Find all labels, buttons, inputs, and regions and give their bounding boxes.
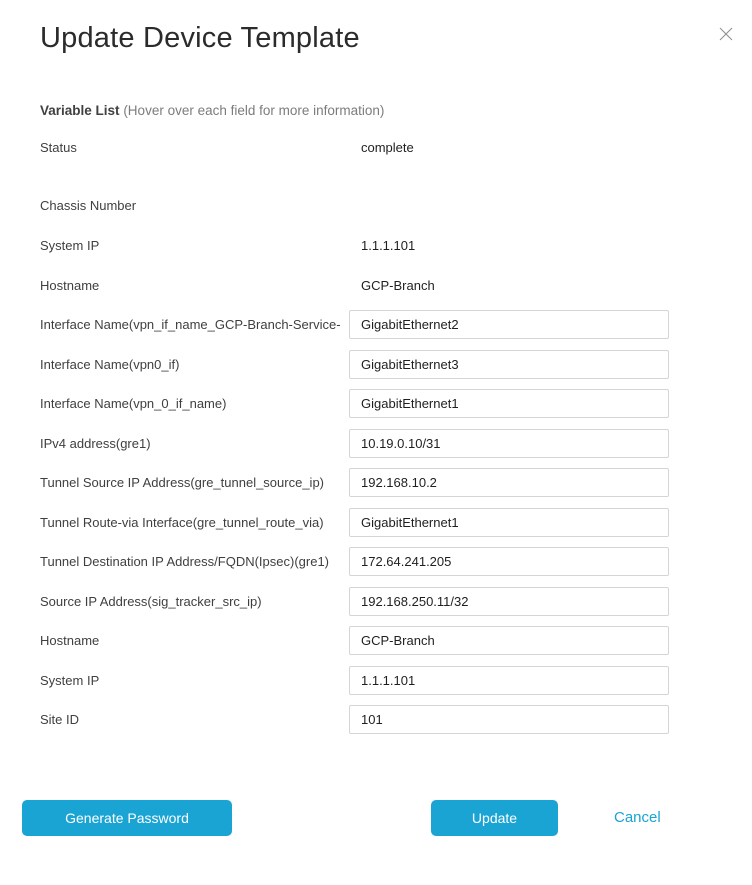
field-row [0,621,752,661]
field-input[interactable] [349,508,669,537]
field-label: IPv4 address(gre1) [40,435,151,451]
field-value-cell [349,310,669,339]
field-value-cell [349,547,669,576]
field-label: Hostname [40,277,100,293]
field-row [0,700,752,740]
field-input[interactable] [349,626,669,655]
field-value-cell [349,666,669,695]
section-note: (Hover over each field for more information) [123,103,385,118]
field-label: Source IP Address(sig_tracker_src_ip) [40,593,262,609]
field-value-cell [349,705,669,734]
field-row [0,305,752,345]
field-value-cell [349,350,669,379]
field-row [0,345,752,385]
field-input[interactable] [349,350,669,379]
section-heading: Variable List [40,103,120,118]
field-value-cell [349,278,669,293]
field-label: System IP [40,237,100,253]
field-input[interactable] [349,389,669,418]
field-row [0,185,752,225]
field-value-cell [349,508,669,537]
field-label: Interface Name(vpn_0_if_name) [40,396,227,412]
field-row [0,424,752,464]
page-title: Update Device Template [40,22,360,54]
field-value-cell [349,389,669,418]
field-value: complete [361,139,414,155]
field-label: Tunnel Destination IP Address/FQDN(Ipsec)(gre1) [40,554,330,570]
field-input[interactable] [349,547,669,576]
field-input[interactable] [349,587,669,616]
field-row [0,582,752,622]
field-label: Tunnel Route-via Interface(gre_tunnel_route_via) [40,514,324,530]
field-row [0,661,752,701]
field-input[interactable] [349,666,669,695]
field-value-cell [349,140,669,155]
field-row [0,127,752,167]
field-row [0,384,752,424]
field-value-cell [349,626,669,655]
field-input[interactable] [349,310,669,339]
field-value-cell [349,587,669,616]
dialog-footer [0,800,752,836]
field-label: Tunnel Source IP Address(gre_tunnel_source_ip) [40,475,325,491]
field-row [0,225,752,265]
x-icon [718,26,734,42]
field-input[interactable] [349,429,669,458]
field-row [0,542,752,582]
variable-list-header [40,103,752,119]
field-label: System IP [40,672,100,688]
field-value-cell [349,468,669,497]
close-icon[interactable] [717,25,735,43]
field-row [0,463,752,503]
update-device-template-dialog [0,20,752,885]
field-label: Interface Name(vpn0_if) [40,356,180,372]
variable-list [0,127,752,740]
field-label: Interface Name(vpn_if_name_GCP-Branch-Service- [40,317,341,333]
field-value-cell [349,429,669,458]
field-value: 1.1.1.101 [361,237,416,253]
field-label: Site ID [40,712,80,728]
field-input[interactable] [349,468,669,497]
update-button[interactable]: Update [431,800,558,836]
field-label: Hostname [40,633,100,649]
field-value-cell [349,238,669,253]
generate-password-button[interactable]: Generate Password [22,800,232,836]
field-label: Status [40,139,77,155]
field-value: GCP-Branch [361,277,435,293]
field-label: Chassis Number [40,197,137,213]
field-input[interactable] [349,705,669,734]
cancel-link[interactable]: Cancel [614,809,661,826]
field-row [0,503,752,543]
field-row [0,265,752,305]
